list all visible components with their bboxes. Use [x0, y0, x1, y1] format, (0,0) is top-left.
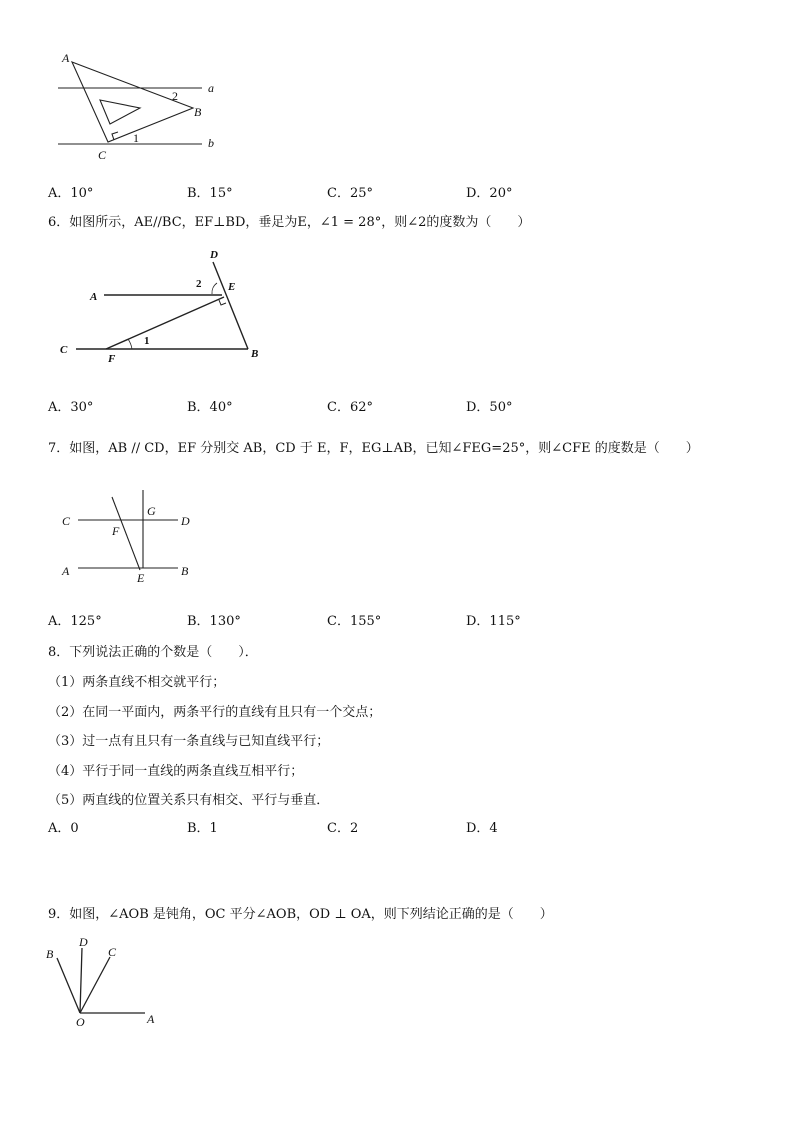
q7-stem: 7．如图，AB // CD，EF 分别交 AB，CD 于 E，F，EG⊥AB，已知∠FEG=25°，则∠CFE 的度数是（ ）	[48, 441, 699, 456]
q5-option-a[interactable]: A．10°	[48, 186, 94, 201]
label-C: C	[98, 148, 107, 162]
label-F: F	[108, 353, 116, 365]
label-A: A	[62, 564, 70, 578]
q7-option-d[interactable]: D．115°	[466, 614, 521, 629]
label-b: b	[208, 136, 214, 150]
label-C: C	[62, 514, 71, 528]
label-D: D	[210, 249, 218, 261]
label-2: 2	[172, 89, 178, 103]
label-A: A	[62, 51, 70, 65]
q8-item-3: （3）过一点有且只有一条直线与已知直线平行；	[48, 734, 330, 749]
q8-item-4: （4）平行于同一直线的两条直线互相平行；	[48, 764, 304, 779]
label-C: C	[108, 945, 117, 959]
ray-OB	[57, 958, 80, 1013]
label-C: C	[60, 344, 68, 356]
q8-option-a[interactable]: A．0	[48, 821, 79, 836]
q8-item-2: （2）在同一平面内，两条平行的直线有且只有一个交点；	[48, 705, 382, 720]
label-B: B	[194, 105, 202, 119]
q8-stem: 8．下列说法正确的个数是（ ）．	[48, 645, 258, 660]
label-E: E	[137, 571, 145, 585]
q5-option-d[interactable]: D．20°	[466, 186, 513, 201]
label-B: B	[46, 947, 54, 961]
label-F: F	[112, 524, 120, 538]
q6-option-b[interactable]: B．40°	[187, 400, 233, 415]
ray-OD	[80, 948, 82, 1013]
label-2: 2	[196, 278, 202, 290]
label-1: 1	[133, 131, 139, 145]
q8-option-b[interactable]: B．1	[187, 821, 218, 836]
label-B: B	[251, 348, 259, 360]
q5-option-b[interactable]: B．15°	[187, 186, 233, 201]
label-D: D	[79, 935, 88, 949]
label-G: G	[147, 504, 156, 518]
q6-option-c[interactable]: C．62°	[327, 400, 373, 415]
q7-option-b[interactable]: B．130°	[187, 614, 241, 629]
q7-option-c[interactable]: C．155°	[327, 614, 382, 629]
q8-option-c[interactable]: C．2	[327, 821, 359, 836]
label-B: B	[181, 564, 189, 578]
label-E: E	[228, 281, 236, 293]
q8-item-1: （1）两条直线不相交就平行；	[48, 675, 226, 690]
q9-stem: 9．如图，∠AOB 是钝角，OC 平分∠AOB，OD ⊥ OA，则下列结论正确的是（ ）	[48, 907, 553, 922]
q8-item-5: （5）两直线的位置关系只有相交、平行与垂直．	[48, 793, 330, 808]
q8-option-d[interactable]: D．4	[466, 821, 498, 836]
label-1: 1	[144, 335, 150, 347]
label-D: D	[181, 514, 190, 528]
label-A: A	[90, 291, 98, 303]
q6-stem: 6．如图所示，AE//BC，EF⊥BD，垂足为E，∠1 = 28°，则∠2的度数为（ ）	[48, 215, 531, 230]
ray-OC	[80, 957, 110, 1013]
label-a: a	[208, 81, 214, 95]
label-O: O	[76, 1015, 85, 1029]
q7-option-a[interactable]: A．125°	[48, 614, 102, 629]
q5-option-c[interactable]: C．25°	[327, 186, 373, 201]
q6-option-a[interactable]: A．30°	[48, 400, 94, 415]
label-A: A	[147, 1012, 155, 1026]
q6-option-d[interactable]: D．50°	[466, 400, 513, 415]
